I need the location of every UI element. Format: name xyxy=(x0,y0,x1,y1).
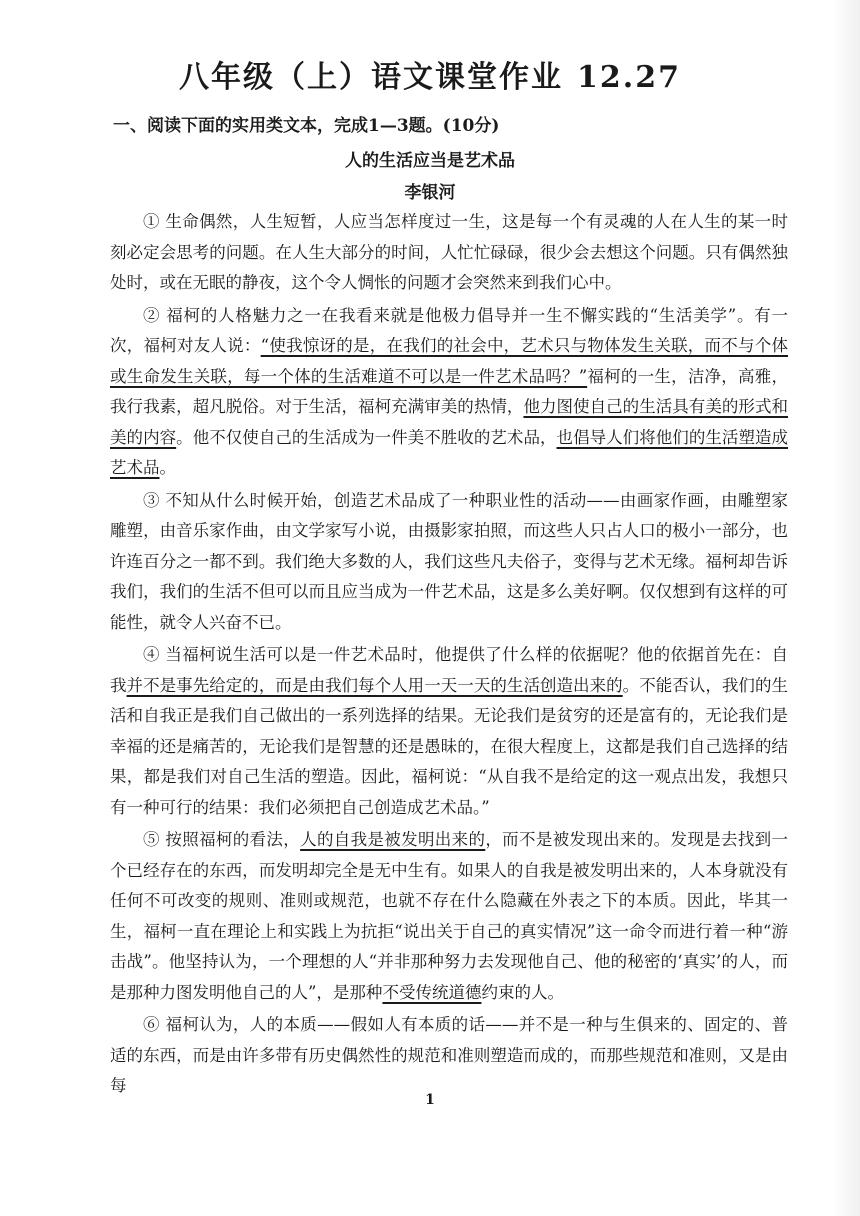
title-text: 八年级（上）语文课堂作业 xyxy=(179,60,564,95)
paragraph xyxy=(110,207,788,299)
paragraph-text: 按照福柯的看法， xyxy=(165,830,301,849)
paragraph xyxy=(110,301,788,484)
page-number: 1 xyxy=(425,1092,435,1108)
paragraph-number: ② xyxy=(143,305,167,325)
underlined-text: 不受传统道德 xyxy=(382,982,482,1002)
paragraph-number: ① xyxy=(143,212,166,231)
paragraph xyxy=(110,640,788,823)
paragraph-number: ⑤ xyxy=(143,830,166,849)
paragraph-text: 福柯认为，人的本质——假如人有本质的话——并不是一种与生俱来的、固定的、普适的东西，而是由许多带有历史偶然性的规范和准则塑造而成的，而那些规范和准则，又是由每 xyxy=(110,1015,789,1095)
paragraph-text: 约束的人。 xyxy=(481,982,564,1002)
paragraph-number: ③ xyxy=(143,490,166,510)
title-date: 12.27 xyxy=(577,60,681,95)
article-title: 人的生活应当是艺术品 xyxy=(345,151,515,171)
paragraph-text: 当福柯说生活可以是一件艺术品时，他提供了什么样的依据呢？他的依据首先在：自我 xyxy=(110,645,789,695)
paragraph-number: ④ xyxy=(143,645,166,664)
article-author: 李银河 xyxy=(404,183,456,203)
paragraph-text: ，而不是被发现出来的。发现是去找到一个已经存在的东西，而发明却完全是无中生有。如果人的自我是被发明出来的，人本身就没有任何不可改变的规则、准则或规范，也就不存在什么隐藏在外表之下的本质。因此，毕其一生，福柯一直在理论上和实践上为抗拒“说出关于自己的真实情况”这一命令而进行着一种“游击战”。他坚持认为，一个理想的人“并非那种努力去发现他自己、他的秘密的‘真实’的人，而是那种力图发明他自己的人”，是那种 xyxy=(110,830,789,1002)
paragraph-text: 。不能否认，我们的生活和自我正是我们自己做出的一系列选择的结果。无论我们是贫穷的还是富有的，无论我们是幸福的还是痛苦的，无论我们是智慧的还是愚昧的，在很大程度上，这都是我们自己选择的结果，都是我们对自己生活的塑造。因此，福柯说：“从自我不是给定的这一观点出发，我想只有一种可行的结果：我们必须把自己创造成艺术品。” xyxy=(110,675,789,817)
paragraph xyxy=(110,1010,788,1102)
paragraph-text: 。他不仅使自己的生活成为一件美不胜收的艺术品， xyxy=(176,427,557,447)
paragraph-text: 生命偶然，人生短暂，人应当怎样度过一生，这是每一个有灵魂的人在人生的某一时刻必定会思考的问题。在人生大部分的时间，人忙忙碌碌，很少会去想这个问题。只有偶然独处时，或在无眠的静夜，这个令人惆怅的问题才会突然来到我们心中。 xyxy=(110,212,789,292)
paragraph-text: 。 xyxy=(159,458,176,477)
page-title xyxy=(0,52,860,96)
paragraph-text: 福柯的人格魅力之一在我看来就是他极力倡导并一生不懈实践的“生活美学”。有一次，福柯对友人说： xyxy=(110,305,788,355)
paragraph-text: 不知从什么时候开始，创造艺术品成了一种职业性的活动——由画家作画，由雕塑家雕塑，由音乐家作曲，由文学家写小说，由摄影家拍照，而这些人只占人口的极小一部分，也许连百分之一都不到。我们绝大多数的人，我们这些凡夫俗子，变得与艺术无缘。福柯却告诉我们，我们的生活不但可以而且应当成为一件艺术品，这是多么美好啊。仅仅想到有这样的可能性，就令人兴奋不已。 xyxy=(110,490,788,632)
underlined-text: 人的自我是被发明出来的 xyxy=(300,830,486,849)
paragraph-number: ⑥ xyxy=(143,1015,166,1034)
underlined-text: “使我惊讶的是，在我们的社会中，艺术只与物体发生关联，而不与个体或生命发生关联，每一个体的生活难道不可以是一件艺术品吗？” xyxy=(110,336,789,386)
underlined-text: 他力图使自己的生活具有美的形式和美的内容 xyxy=(110,397,789,447)
paragraph xyxy=(110,486,788,639)
underlined-text: 并不是事先给定的，而是由我们每个人用一天一天的生活创造出来的 xyxy=(126,675,623,695)
underlined-text: 也倡导人们将他们的生活塑造成艺术品 xyxy=(110,427,789,477)
article-body xyxy=(110,207,788,1104)
section-instruction: 一、阅读下面的实用类文本，完成1—3题。(10分) xyxy=(113,116,500,136)
paragraph-text: 福柯的一生，洁净，高雅，我行我素，超凡脱俗。对于生活，福柯充满审美的热情， xyxy=(110,366,789,416)
paragraph xyxy=(110,825,788,1008)
scan-edge-shadow xyxy=(832,0,860,1216)
